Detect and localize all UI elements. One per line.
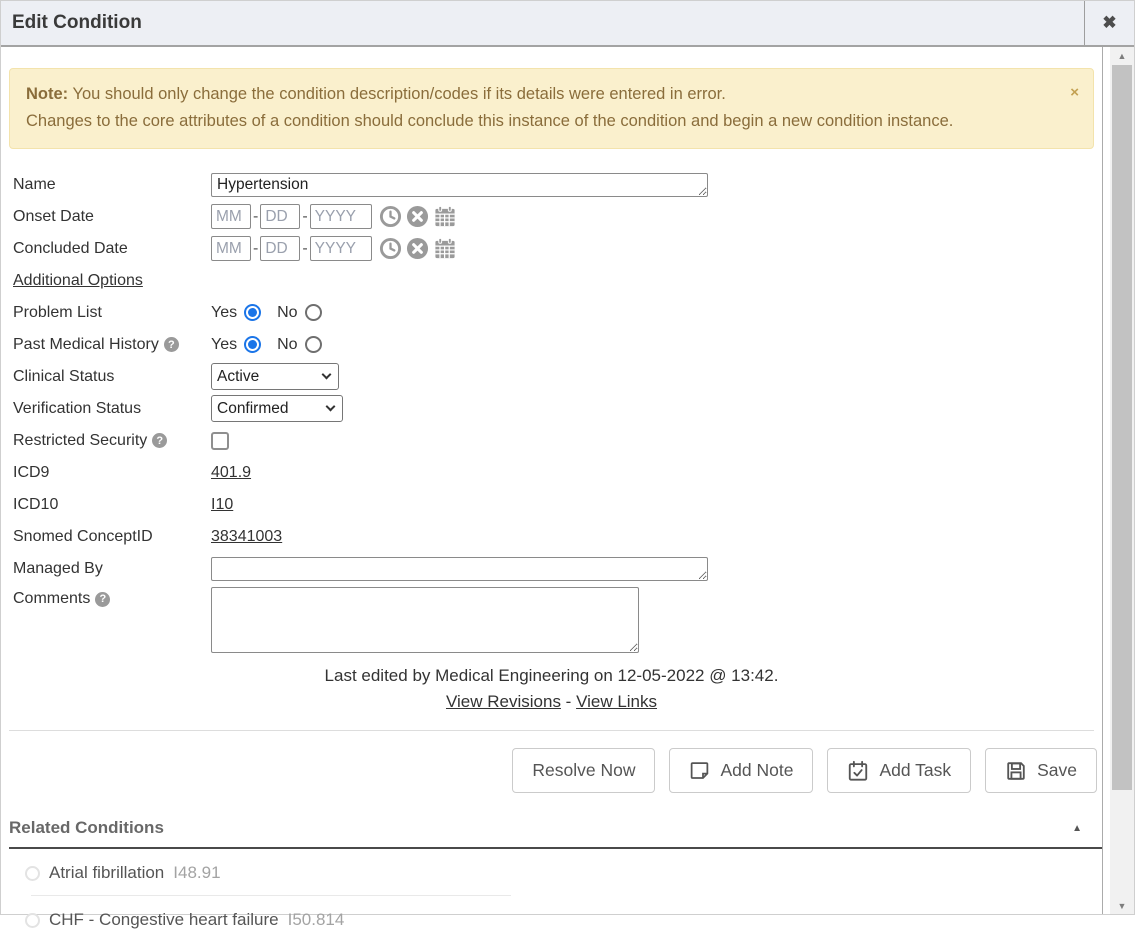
icd9-label: ICD9 bbox=[13, 463, 50, 481]
save-label: Save bbox=[1037, 760, 1077, 780]
note-label: Note: bbox=[26, 85, 69, 103]
collapse-triangle-icon[interactable]: ▲ bbox=[1072, 822, 1082, 834]
clinical-status-select[interactable] bbox=[211, 363, 339, 390]
save-button[interactable] bbox=[985, 748, 1097, 793]
onset-yyyy-input[interactable] bbox=[310, 204, 372, 229]
pmh-no-radio[interactable] bbox=[305, 336, 322, 353]
dialog-body bbox=[1, 47, 1103, 929]
related-condition-radio[interactable] bbox=[25, 866, 40, 881]
links-separator: - bbox=[560, 692, 577, 711]
problem-list-row bbox=[13, 299, 1102, 326]
add-note-button[interactable] bbox=[669, 748, 813, 793]
restricted-security-row bbox=[13, 427, 1102, 454]
date-separator: - bbox=[253, 207, 259, 225]
add-task-label: Add Task bbox=[879, 760, 952, 780]
concluded-yyyy-input[interactable] bbox=[310, 236, 372, 261]
restricted-security-checkbox[interactable] bbox=[211, 432, 229, 450]
snomed-row bbox=[13, 523, 1102, 550]
name-input[interactable] bbox=[211, 173, 708, 197]
pmh-yes-radio[interactable] bbox=[244, 336, 261, 353]
close-button[interactable] bbox=[1084, 1, 1134, 45]
date-separator: - bbox=[302, 207, 308, 225]
note-line2: Changes to the core attributes of a condition should conclude this instance of the condition and begin a new condition instance. bbox=[26, 112, 954, 130]
onset-date-label: Onset Date bbox=[13, 207, 94, 225]
note-icon bbox=[689, 760, 710, 781]
related-conditions-title: Related Conditions bbox=[9, 818, 164, 837]
save-icon bbox=[1005, 760, 1027, 782]
resolve-now-label: Resolve Now bbox=[532, 760, 636, 780]
view-links-link[interactable]: View Links bbox=[576, 692, 658, 711]
resolve-now-button[interactable] bbox=[512, 748, 655, 793]
scroll-up-arrow-icon[interactable]: ▲ bbox=[1117, 50, 1127, 61]
related-condition-name: CHF - Congestive heart failure bbox=[49, 910, 279, 929]
onset-dd-input[interactable] bbox=[260, 204, 300, 229]
problem-list-yes-label: Yes bbox=[211, 303, 238, 321]
close-icon: ✖ bbox=[1102, 13, 1117, 32]
onset-clear-x-circle-icon[interactable] bbox=[406, 205, 429, 228]
past-medical-history-row bbox=[13, 331, 1102, 358]
icd10-code-link[interactable]: I10 bbox=[211, 495, 234, 513]
verification-status-label: Verification Status bbox=[13, 399, 142, 417]
scrollbar-thumb[interactable] bbox=[1112, 65, 1132, 790]
related-condition-row[interactable] bbox=[1, 849, 1102, 895]
condition-form bbox=[1, 149, 1102, 653]
problem-list-label: Problem List bbox=[13, 303, 102, 321]
restricted-security-label: Restricted Security bbox=[13, 431, 148, 449]
calendar-check-icon bbox=[847, 760, 869, 782]
note-dismiss-icon[interactable]: × bbox=[1070, 84, 1079, 101]
clinical-status-label: Clinical Status bbox=[13, 367, 115, 385]
restricted-security-help-icon[interactable]: ? bbox=[152, 433, 167, 448]
add-note-label: Add Note bbox=[720, 760, 794, 780]
concluded-dd-input[interactable] bbox=[260, 236, 300, 261]
icd9-row bbox=[13, 459, 1102, 486]
managed-by-row bbox=[13, 555, 1102, 582]
concluded-now-clock-icon[interactable] bbox=[379, 237, 402, 260]
related-condition-name: Atrial fibrillation bbox=[49, 863, 165, 882]
onset-now-clock-icon[interactable] bbox=[379, 205, 402, 228]
past-medical-history-label: Past Medical History bbox=[13, 335, 159, 353]
icd10-row bbox=[13, 491, 1102, 518]
related-condition-code: I50.814 bbox=[287, 910, 345, 929]
pmh-yes-label: Yes bbox=[211, 335, 238, 353]
name-row bbox=[13, 171, 1102, 198]
dialog-title: Edit Condition bbox=[12, 12, 142, 33]
add-task-button[interactable] bbox=[827, 748, 971, 793]
problem-list-yes-radio[interactable] bbox=[244, 304, 261, 321]
related-conditions-section bbox=[1, 818, 1102, 942]
scrollbar-gutter bbox=[1103, 47, 1110, 914]
verification-status-row bbox=[13, 395, 1102, 422]
related-condition-radio[interactable] bbox=[25, 913, 40, 928]
past-medical-history-help-icon[interactable]: ? bbox=[164, 337, 179, 352]
problem-list-no-label: No bbox=[277, 303, 298, 321]
concluded-date-row bbox=[13, 235, 1102, 262]
comments-input[interactable] bbox=[211, 587, 639, 653]
comments-help-icon[interactable]: ? bbox=[95, 592, 110, 607]
date-separator: - bbox=[253, 239, 259, 257]
view-revisions-link[interactable]: View Revisions bbox=[445, 692, 561, 711]
snomed-code-link[interactable]: 38341003 bbox=[211, 527, 283, 545]
comments-label: Comments bbox=[13, 590, 91, 607]
concluded-date-label: Concluded Date bbox=[13, 239, 128, 257]
related-condition-code: I48.91 bbox=[173, 863, 221, 882]
concluded-calendar-icon[interactable] bbox=[433, 237, 457, 260]
dialog-header bbox=[1, 1, 1134, 47]
onset-date-row bbox=[13, 203, 1102, 230]
additional-options-link[interactable]: Additional Options bbox=[13, 271, 143, 289]
clinical-status-row bbox=[13, 363, 1102, 390]
date-separator: - bbox=[302, 239, 308, 257]
concluded-mm-input[interactable] bbox=[211, 236, 251, 261]
onset-calendar-icon[interactable] bbox=[433, 205, 457, 228]
additional-options-row bbox=[13, 267, 1102, 294]
snomed-label: Snomed ConceptID bbox=[13, 527, 153, 545]
verification-status-select[interactable] bbox=[211, 395, 343, 422]
scroll-down-arrow-icon[interactable]: ▼ bbox=[1117, 900, 1127, 911]
onset-mm-input[interactable] bbox=[211, 204, 251, 229]
note-line1: You should only change the condition description/codes if its details were entered in error. bbox=[72, 85, 726, 103]
icd9-code-link[interactable]: 401.9 bbox=[211, 463, 252, 481]
action-buttons bbox=[1, 731, 1102, 793]
managed-by-input[interactable] bbox=[211, 557, 708, 581]
name-label: Name bbox=[13, 175, 56, 193]
comments-row bbox=[13, 587, 1102, 653]
icd10-label: ICD10 bbox=[13, 495, 59, 513]
managed-by-label: Managed By bbox=[13, 559, 103, 577]
pmh-no-label: No bbox=[277, 335, 298, 353]
note-banner bbox=[9, 68, 1094, 149]
meta-links bbox=[1, 692, 1102, 712]
related-condition-row[interactable] bbox=[1, 896, 1102, 942]
last-edited-text: Last edited by Medical Engineering on 12-05-2022 @ 13:42. bbox=[324, 666, 779, 685]
problem-list-no-radio[interactable] bbox=[305, 304, 322, 321]
vertical-scrollbar[interactable] bbox=[1110, 47, 1134, 914]
concluded-clear-x-circle-icon[interactable] bbox=[406, 237, 429, 260]
